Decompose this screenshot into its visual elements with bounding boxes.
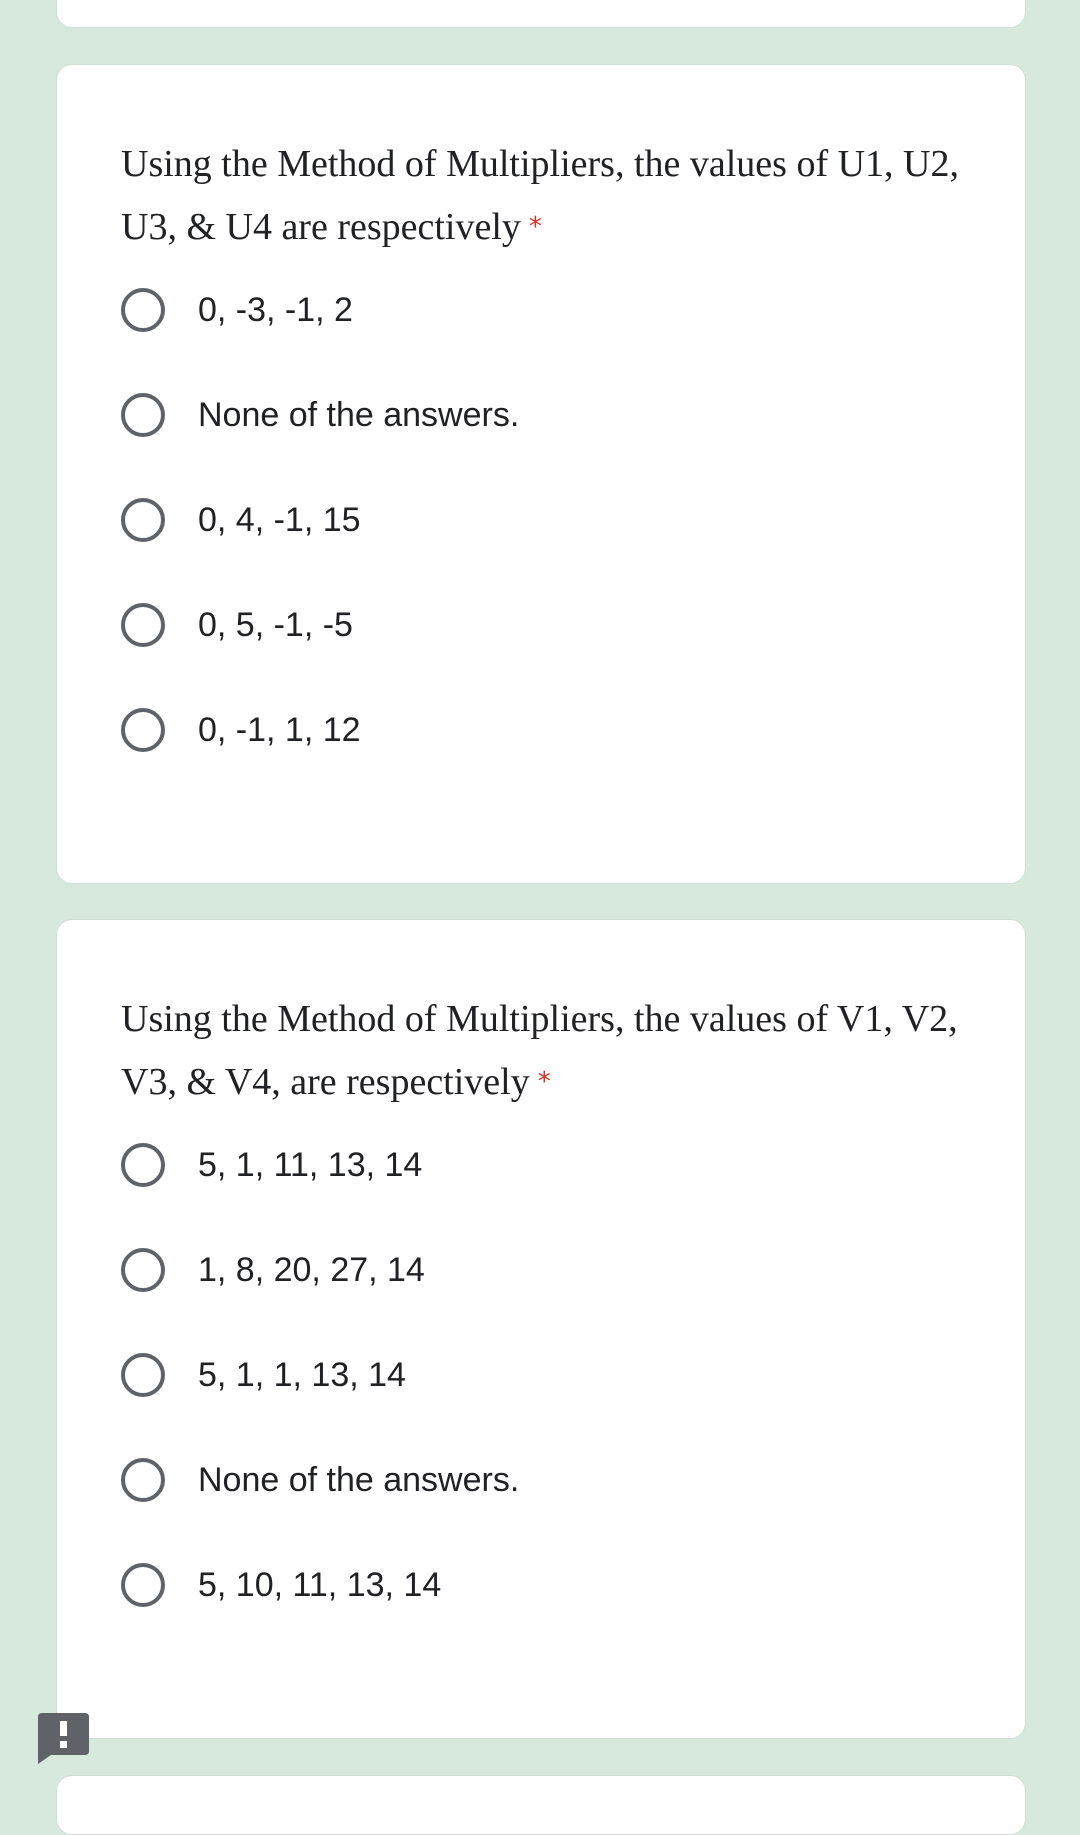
- radio-option[interactable]: [121, 595, 353, 655]
- radio-option[interactable]: [121, 700, 361, 760]
- option-label: 0, 4, -1, 15: [198, 500, 361, 539]
- option-label: 5, 1, 11, 13, 14: [198, 1145, 423, 1184]
- question-title: [121, 133, 971, 259]
- radio-option[interactable]: [121, 1240, 425, 1300]
- question-text: Using the Method of Multipliers, the values of V1, V2, V3, & V4, are respectively: [121, 998, 958, 1103]
- radio-option[interactable]: [121, 1345, 406, 1405]
- radio-button[interactable]: [121, 393, 165, 437]
- radio-button[interactable]: [121, 1458, 165, 1502]
- radio-button[interactable]: [121, 498, 165, 542]
- radio-option[interactable]: [121, 1450, 519, 1510]
- radio-button[interactable]: [121, 288, 165, 332]
- option-label: 5, 10, 11, 13, 14: [198, 1565, 442, 1604]
- previous-question-card: [56, 0, 1026, 28]
- radio-button[interactable]: [121, 708, 165, 752]
- radio-button[interactable]: [121, 603, 165, 647]
- radio-button[interactable]: [121, 1353, 165, 1397]
- question-text: Using the Method of Multipliers, the values of U1, U2, U3, & U4 are respectively: [121, 143, 960, 248]
- option-label: None of the answers.: [198, 1460, 520, 1499]
- radio-button[interactable]: [121, 1143, 165, 1187]
- next-question-card: [56, 1775, 1026, 1835]
- question-card-v-values: [56, 919, 1026, 1739]
- radio-option[interactable]: [121, 1555, 441, 1615]
- radio-option[interactable]: [121, 385, 519, 445]
- option-label: None of the answers.: [198, 395, 520, 434]
- required-asterisk: *: [537, 1067, 551, 1097]
- option-label: 0, -3, -1, 2: [198, 290, 353, 329]
- required-asterisk: *: [528, 212, 542, 242]
- radio-option[interactable]: [121, 490, 361, 550]
- radio-button[interactable]: [121, 1248, 165, 1292]
- option-label: 1, 8, 20, 27, 14: [198, 1250, 425, 1289]
- report-problem-button[interactable]: [38, 1713, 89, 1764]
- question-title: [121, 988, 971, 1114]
- radio-button[interactable]: [121, 1563, 165, 1607]
- question-card-u-values: [56, 64, 1026, 884]
- option-label: 0, -1, 1, 12: [198, 710, 361, 749]
- exclamation-icon: [38, 1713, 89, 1764]
- radio-option[interactable]: [121, 1135, 422, 1195]
- radio-option[interactable]: [121, 280, 353, 340]
- option-label: 5, 1, 1, 13, 14: [198, 1355, 406, 1394]
- option-label: 0, 5, -1, -5: [198, 605, 353, 644]
